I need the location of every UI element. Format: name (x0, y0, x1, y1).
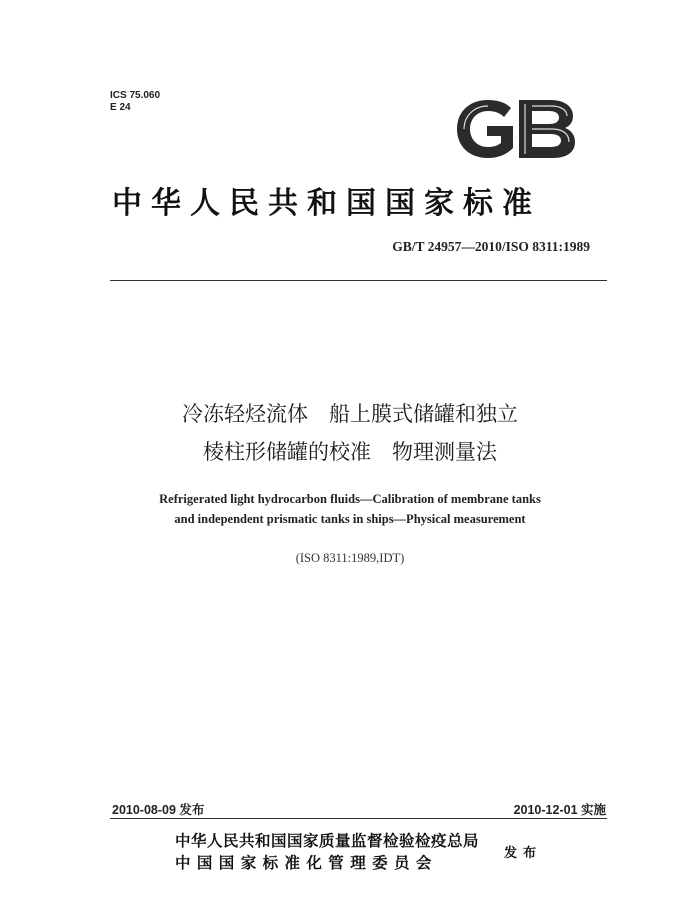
issuer-aqsiq: 中华人民共和国国家质量监督检验检疫总局 (175, 832, 480, 850)
header-divider (110, 280, 607, 281)
classification-codes (110, 90, 160, 114)
ccs-code: E 24 (110, 102, 131, 113)
iso-equivalence: (ISO 8311:1989,IDT) (295, 551, 405, 565)
chinese-title-line-1: 冷冻轻烃流体 船上膜式储罐和独立 (182, 402, 518, 426)
issuer-sac: 中国国家标准化管理委员会 (175, 854, 438, 872)
ics-code: ICS 75.060 (110, 90, 161, 101)
chinese-title-line-2: 棱柱形储罐的校准 物理测量法 (203, 440, 497, 464)
english-title-line-2: and independent prismatic tanks in ships—Physical measurement (174, 512, 526, 526)
standard-number: GB/T 24957—2010/ISO 8311:1989 (392, 239, 590, 254)
implementation-date: 2010-12-01 实施 (513, 803, 606, 817)
gb-logo-text: GB (516, 138, 518, 139)
footer-divider (110, 818, 607, 819)
gb-logo (455, 98, 577, 160)
national-standard-title: 中华人民共和国国家标准 (112, 186, 541, 221)
publish-label: 发布 (504, 846, 543, 861)
issue-date: 2010-08-09 发布 (112, 803, 205, 817)
english-title-line-1: Refrigerated light hydrocarbon fluids—Calibration of membrane tanks (159, 492, 541, 506)
